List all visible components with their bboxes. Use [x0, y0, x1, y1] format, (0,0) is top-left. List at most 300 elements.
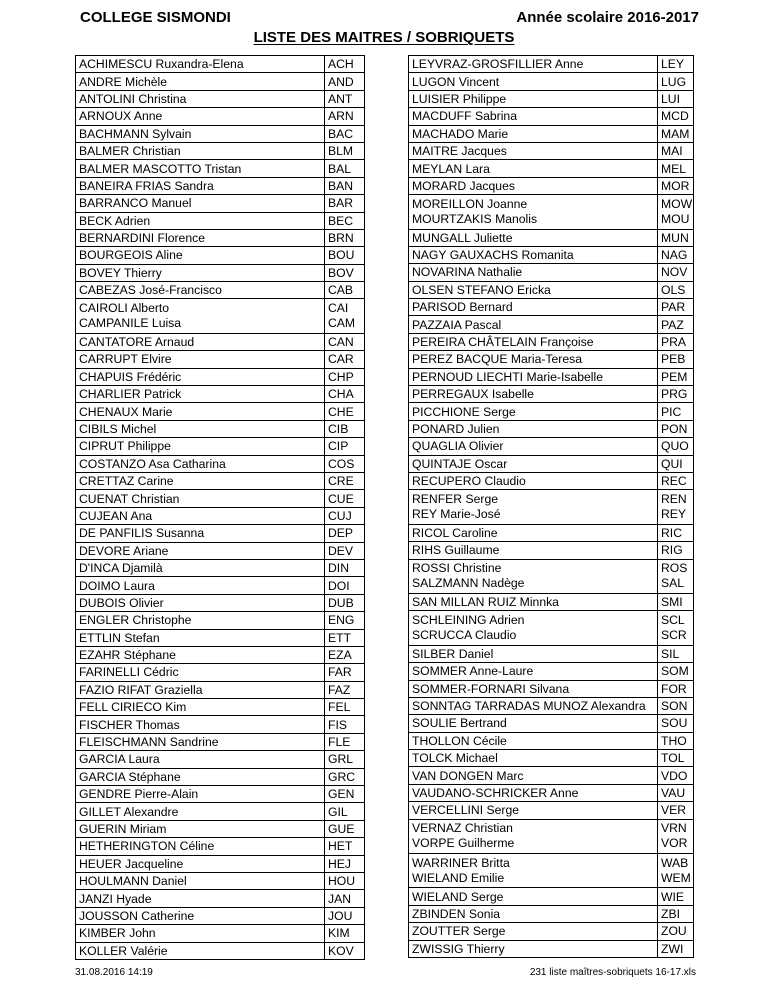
table-row: [76, 195, 365, 212]
teacher-name-cell: [76, 108, 325, 125]
teacher-name-cell: [409, 905, 658, 922]
teacher-name: MUNGALL Juliette: [412, 230, 513, 245]
teacher-name-cell: [76, 229, 325, 246]
teacher-name: TOLCK Michael: [412, 751, 498, 766]
teacher-code-cell: [325, 629, 365, 646]
teacher-name-cell: [76, 90, 325, 107]
teacher-name: DUBOIS Olivier: [79, 595, 164, 610]
table-row: [76, 820, 365, 837]
table-row: [409, 611, 694, 645]
table-row: [76, 803, 365, 820]
teacher-name-cell: [76, 681, 325, 698]
teacher-code: WAB: [661, 855, 689, 870]
teacher-name: LUISIER Philippe: [412, 91, 507, 106]
teacher-code: KIM: [328, 926, 350, 941]
teacher-name-cell: [409, 663, 658, 680]
teacher-code-cell: [658, 420, 694, 437]
table-row: [76, 699, 365, 716]
table-row: [409, 645, 694, 662]
teacher-code: REC: [661, 474, 687, 489]
teacher-code: FIS: [328, 717, 347, 732]
table-row: [76, 612, 365, 629]
teacher-code-cell: [658, 56, 694, 73]
teacher-name: WARRINER Britta: [412, 855, 510, 870]
teacher-code-cell: [658, 351, 694, 368]
teacher-code: ZBI: [661, 906, 680, 921]
teacher-name-cell: [409, 264, 658, 281]
table-row: [409, 802, 694, 819]
table-row: [409, 542, 694, 559]
teacher-name: RIHS Guillaume: [412, 543, 500, 558]
table-row: [76, 229, 365, 246]
teacher-name: FAZIO RIFAT Graziella: [79, 682, 203, 697]
teacher-name-cell: [409, 680, 658, 697]
teacher-name: VERNAZ Christian: [412, 821, 513, 836]
teacher-code-cell: [658, 368, 694, 385]
table-row: [409, 732, 694, 749]
teacher-code: QUO: [661, 439, 689, 454]
teacher-name: CIBILS Michel: [79, 422, 157, 436]
teacher-code-cell: [325, 403, 365, 420]
teacher-name: FISCHER Thomas: [79, 717, 180, 732]
teacher-name-cell: [76, 612, 325, 629]
teacher-code: ENG: [328, 613, 355, 628]
teacher-code-cell: [325, 229, 365, 246]
teacher-name-cell: [409, 90, 658, 107]
teacher-code-cell: [325, 872, 365, 889]
teacher-name-cell: [76, 646, 325, 663]
teacher-code: BAN: [328, 178, 354, 193]
table-row: [76, 594, 365, 611]
teacher-name-cell: [76, 507, 325, 524]
teacher-name-cell: [76, 542, 325, 559]
teacher-name: PARISOD Bernard: [412, 300, 513, 315]
teacher-name: FARINELLI Cédric: [79, 665, 179, 680]
table-row: [409, 819, 694, 853]
table-row: [76, 264, 365, 281]
teacher-code: HOU: [328, 874, 356, 889]
teacher-name-cell: [409, 142, 658, 159]
teacher-name: BARRANCO Manuel: [79, 196, 192, 211]
teacher-code: BAR: [328, 196, 354, 211]
teacher-code-cell: [325, 212, 365, 229]
teacher-code-cell: [325, 490, 365, 507]
teacher-name-cell: [76, 472, 325, 489]
teacher-name-cell: [76, 925, 325, 942]
teacher-code: MOW: [661, 196, 693, 211]
teacher-name-cell: [409, 351, 658, 368]
teacher-code-cell: [658, 593, 694, 610]
table-row: [409, 281, 694, 298]
teacher-code: ACH: [328, 57, 354, 72]
teacher-name: SALZMANN Nadège: [412, 576, 525, 591]
teacher-name: ROSSI Christine: [412, 561, 502, 576]
table-row: [76, 212, 365, 229]
teacher-code: WEM: [661, 870, 691, 885]
table-row: [409, 593, 694, 610]
teacher-code: LUI: [661, 91, 680, 106]
teacher-code-cell: [325, 472, 365, 489]
teacher-code-cell: [325, 855, 365, 872]
teacher-code-cell: [325, 803, 365, 820]
teacher-code: TOL: [661, 751, 685, 766]
table-row: [409, 490, 694, 524]
teacher-name-cell: [409, 472, 658, 489]
teachers-table-right: [408, 55, 694, 958]
table-row: [76, 438, 365, 455]
teacher-code: VRN: [661, 821, 687, 836]
teacher-name-cell: [76, 890, 325, 907]
teacher-name: CARRUPT Elvire: [79, 352, 172, 367]
teacher-code-cell: [658, 142, 694, 159]
teacher-code-cell: [325, 612, 365, 629]
teacher-code: SAL: [661, 576, 685, 591]
teacher-name-cell: [76, 420, 325, 437]
teacher-name: DEVORE Ariane: [79, 543, 169, 558]
teacher-code-cell: [325, 247, 365, 264]
teacher-name-cell: [76, 525, 325, 542]
table-row: [409, 299, 694, 316]
teacher-code-cell: [658, 542, 694, 559]
table-row: [76, 299, 365, 333]
teacher-name: ZOUTTER Serge: [412, 924, 506, 939]
table-row: [409, 351, 694, 368]
teacher-code-cell: [325, 559, 365, 576]
teacher-name: LUGON Vincent: [412, 74, 500, 89]
teacher-name-cell: [76, 803, 325, 820]
teacher-code: CUJ: [328, 508, 352, 523]
teacher-code-cell: [325, 264, 365, 281]
teacher-name: SOMMER-FORNARI Silvana: [412, 681, 570, 696]
teacher-code: ETT: [328, 630, 352, 645]
teacher-name: ANTOLINI Christina: [79, 91, 187, 106]
teacher-name: CAMPANILE Luisa: [79, 316, 182, 331]
teacher-name: VAUDANO-SCHRICKER Anne: [412, 786, 579, 801]
teacher-name: ARNOUX Anne: [79, 109, 163, 124]
teacher-code: PEB: [661, 352, 686, 367]
teacher-code: REY: [661, 507, 687, 522]
teacher-name-cell: [76, 247, 325, 264]
table-row: [76, 768, 365, 785]
teacher-name: GENDRE Pierre-Alain: [79, 787, 199, 802]
teacher-name-cell: [76, 142, 325, 159]
teacher-name: JOUSSON Catherine: [79, 908, 195, 923]
teacher-code: FLE: [328, 735, 351, 750]
teacher-code-cell: [325, 820, 365, 837]
teacher-code: FOR: [661, 681, 687, 696]
teacher-name: RICOL Caroline: [412, 525, 498, 540]
teacher-name: PICCHIONE Serge: [412, 404, 516, 419]
teacher-name: BACHMANN Sylvain: [79, 126, 192, 141]
teacher-name-cell: [409, 455, 658, 472]
table-row: [409, 403, 694, 420]
teacher-code-cell: [658, 455, 694, 472]
table-row: [76, 646, 365, 663]
teacher-name: KOLLER Valérie: [79, 943, 168, 958]
teacher-code: GIL: [328, 804, 348, 819]
table-row: [409, 455, 694, 472]
teacher-code: BRN: [328, 231, 354, 246]
teacher-code-cell: [658, 246, 694, 263]
teacher-name: DE PANFILIS Susanna: [79, 526, 205, 541]
table-row: [409, 680, 694, 697]
teacher-code: SOM: [661, 664, 689, 679]
teacher-name: CHAPUIS Frédéric: [79, 369, 182, 384]
teacher-code: BLM: [328, 144, 354, 159]
teacher-name-cell: [409, 923, 658, 940]
table-row: [76, 507, 365, 524]
teacher-code-cell: [658, 108, 694, 125]
table-row: [409, 472, 694, 489]
table-row: [76, 403, 365, 420]
teacher-code-cell: [658, 403, 694, 420]
teacher-code-cell: [325, 420, 365, 437]
table-row: [409, 940, 694, 957]
teacher-name-cell: [76, 264, 325, 281]
table-row: [409, 559, 694, 593]
teacher-name-cell: [409, 333, 658, 350]
teacher-code-cell: [658, 732, 694, 749]
teacher-code-cell: [658, 90, 694, 107]
teacher-name: KIMBER John: [79, 926, 156, 941]
table-row: [76, 420, 365, 437]
table-row: [409, 854, 694, 888]
teacher-name-cell: [76, 195, 325, 212]
teacher-code: QUI: [661, 456, 683, 471]
teacher-code: CAI: [328, 301, 349, 316]
teacher-name-cell: [76, 820, 325, 837]
table-row: [76, 56, 365, 73]
teacher-code-cell: [325, 699, 365, 716]
teacher-code-cell: [325, 507, 365, 524]
teacher-name: FLEISCHMANN Sandrine: [79, 735, 219, 750]
teacher-name: D'INCA Djamilà: [79, 561, 163, 576]
table-row: [409, 386, 694, 403]
page-title-text: LISTE DES MAITRES / SOBRIQUETS: [253, 29, 515, 46]
teacher-name: WIELAND Emilie: [412, 870, 505, 885]
teacher-code-cell: [325, 90, 365, 107]
teacher-code-cell: [325, 890, 365, 907]
table-row: [76, 125, 365, 142]
table-row: [76, 368, 365, 385]
teacher-code: AND: [328, 74, 354, 89]
teacher-name: FELL CIRIECO Kim: [79, 700, 187, 715]
teacher-name-cell: [76, 716, 325, 733]
teacher-code: MAM: [661, 126, 690, 141]
teacher-name-cell: [76, 664, 325, 681]
teacher-name: ENGLER Christophe: [79, 613, 192, 628]
teacher-name-cell: [409, 750, 658, 767]
teacher-code-cell: [658, 160, 694, 177]
teacher-code-cell: [658, 819, 694, 853]
teachers-table-left: [75, 55, 365, 960]
teacher-name-cell: [76, 438, 325, 455]
teacher-name: VAN DONGEN Marc: [412, 768, 524, 783]
table-row: [409, 368, 694, 385]
table-row: [76, 629, 365, 646]
teacher-name-cell: [76, 559, 325, 576]
teacher-name-cell: [409, 767, 658, 784]
teacher-name: PEREIRA CHÂTELAIN Françoise: [412, 335, 594, 350]
teacher-name: EZAHR Stéphane: [79, 648, 176, 663]
teacher-code: MUN: [661, 230, 689, 245]
teacher-name: NOVARINA Nathalie: [412, 265, 523, 280]
teacher-code-cell: [325, 282, 365, 299]
teacher-code: RIC: [661, 525, 682, 540]
teacher-code: LUG: [661, 74, 687, 89]
teacher-code: CIB: [328, 422, 349, 436]
teacher-name: BERNARDINI Florence: [79, 231, 205, 246]
teacher-code: ZOU: [661, 924, 687, 939]
teacher-code: MOR: [661, 178, 690, 193]
teacher-code-cell: [325, 351, 365, 368]
teacher-code-cell: [658, 490, 694, 524]
teacher-code: OLS: [661, 282, 686, 297]
table-row: [409, 73, 694, 90]
table-row: [76, 942, 365, 959]
teacher-name: ETTLIN Stefan: [79, 630, 160, 645]
teacher-name: CUENAT Christian: [79, 491, 180, 506]
teacher-name-cell: [409, 386, 658, 403]
teacher-code-cell: [658, 229, 694, 246]
table-row: [76, 716, 365, 733]
teacher-name-cell: [409, 645, 658, 662]
table-row: [409, 784, 694, 801]
teacher-code-cell: [325, 195, 365, 212]
teacher-name-cell: [409, 593, 658, 610]
teacher-code: BAL: [328, 161, 352, 176]
teacher-name: GARCIA Laura: [79, 752, 160, 767]
teacher-name-cell: [76, 751, 325, 768]
teacher-code: VER: [661, 803, 687, 818]
teacher-code-cell: [325, 299, 365, 333]
teacher-name: REY Marie-José: [412, 507, 501, 522]
table-row: [76, 472, 365, 489]
table-row: [409, 663, 694, 680]
teacher-code-cell: [325, 386, 365, 403]
teacher-code-cell: [658, 923, 694, 940]
teacher-name: THOLLON Cécile: [412, 733, 507, 748]
teacher-name: CANTATORE Arnaud: [79, 335, 195, 350]
teacher-code: CAR: [328, 352, 354, 367]
teacher-name: CAIROLI Alberto: [79, 301, 170, 316]
teacher-name-cell: [76, 282, 325, 299]
table-row: [409, 246, 694, 263]
teacher-code: PAZ: [661, 317, 684, 332]
teacher-code-cell: [658, 177, 694, 194]
teacher-name-cell: [76, 942, 325, 959]
teacher-name-cell: [409, 542, 658, 559]
table-row: [409, 264, 694, 281]
teacher-code: VAU: [661, 786, 686, 801]
teacher-name-cell: [409, 420, 658, 437]
table-row: [76, 855, 365, 872]
teacher-code-cell: [658, 750, 694, 767]
teacher-code-cell: [325, 525, 365, 542]
table-row: [409, 316, 694, 333]
teacher-name: BOURGEOIS Aline: [79, 248, 183, 263]
teacher-name: MACDUFF Sabrina: [412, 109, 517, 124]
teacher-code-cell: [325, 925, 365, 942]
table-row: [76, 786, 365, 803]
teacher-name-cell: [76, 177, 325, 194]
teacher-code: PRG: [661, 387, 688, 402]
teacher-code: GUE: [328, 821, 355, 836]
teacher-name-cell: [409, 819, 658, 853]
table-row: [76, 559, 365, 576]
teacher-code-cell: [325, 177, 365, 194]
teacher-name-cell: [409, 802, 658, 819]
teacher-code: DOI: [328, 578, 350, 593]
teacher-name-cell: [76, 594, 325, 611]
table-row: [76, 333, 365, 350]
teacher-name: CHARLIER Patrick: [79, 387, 182, 402]
teacher-name-cell: [409, 177, 658, 194]
table-row: [409, 524, 694, 541]
teacher-name: HOULMANN Daniel: [79, 874, 187, 889]
teacher-code: REN: [661, 492, 687, 507]
teacher-name-cell: [76, 838, 325, 855]
teacher-name-cell: [409, 940, 658, 957]
teacher-name-cell: [409, 524, 658, 541]
teacher-code-cell: [325, 942, 365, 959]
teacher-code: JOU: [328, 908, 353, 923]
teacher-name: CUJEAN Ana: [79, 508, 153, 523]
teacher-code: PIC: [661, 404, 682, 419]
teacher-code: BOV: [328, 265, 354, 280]
teacher-name-cell: [76, 786, 325, 803]
table-row: [76, 751, 365, 768]
table-row: [76, 664, 365, 681]
teacher-name-cell: [409, 559, 658, 593]
teacher-name-cell: [76, 629, 325, 646]
table-row: [76, 386, 365, 403]
teacher-code: HEJ: [328, 856, 352, 871]
teacher-name: MAITRE Jacques: [412, 144, 507, 159]
table-row: [76, 733, 365, 750]
teacher-name-cell: [76, 403, 325, 420]
teacher-name-cell: [409, 160, 658, 177]
teacher-code-cell: [658, 125, 694, 142]
table-row: [76, 890, 365, 907]
teacher-code: SMI: [661, 595, 683, 610]
teacher-name: HETHERINGTON Céline: [79, 839, 215, 854]
teacher-code: SIL: [661, 646, 680, 661]
teacher-name: CHENAUX Marie: [79, 404, 173, 419]
teacher-name: NAGY GAUXACHS Romanita: [412, 248, 574, 263]
teacher-code: FAZ: [328, 682, 351, 697]
teacher-code-cell: [658, 802, 694, 819]
table-row: [76, 577, 365, 594]
teacher-code-cell: [658, 524, 694, 541]
teacher-code: DEP: [328, 526, 354, 541]
teacher-code: ROS: [661, 561, 688, 576]
teacher-code: CAN: [328, 335, 354, 350]
teacher-name: SILBER Daniel: [412, 646, 494, 661]
teacher-name-cell: [409, 438, 658, 455]
teacher-code: CHP: [328, 369, 354, 384]
table-row: [76, 681, 365, 698]
teacher-code: SCL: [661, 613, 685, 628]
teacher-name: SCRUCCA Claudio: [412, 628, 517, 643]
teacher-name-cell: [409, 784, 658, 801]
table-row: [76, 525, 365, 542]
teacher-code: DEV: [328, 543, 354, 558]
teacher-name-cell: [409, 108, 658, 125]
teacher-name-cell: [76, 351, 325, 368]
teacher-code-cell: [658, 438, 694, 455]
table-row: [76, 872, 365, 889]
